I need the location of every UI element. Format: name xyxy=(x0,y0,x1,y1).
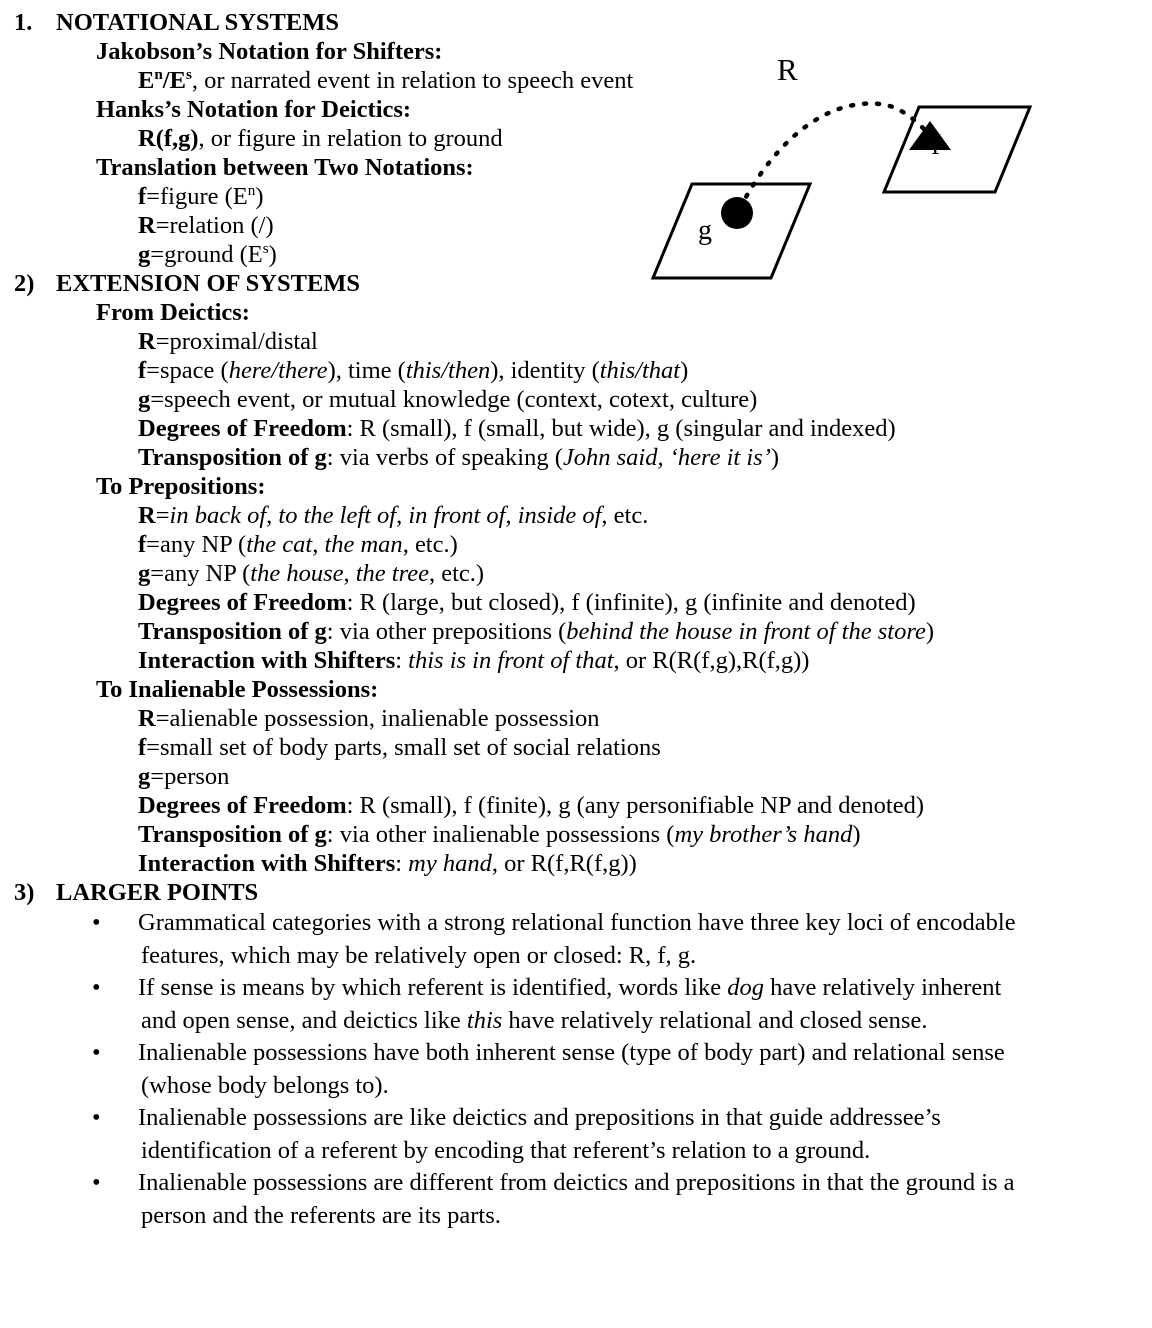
figure-label: f xyxy=(931,130,941,161)
section-marker: 1. xyxy=(14,9,33,36)
section-title: LARGER POINTS xyxy=(56,879,259,906)
outline-detail: Interaction with Shifters: my hand, or R(f,R(f,g)) xyxy=(138,850,637,877)
ground-label: g xyxy=(698,215,712,246)
outline-detail: R=alienable possession, inalienable possession xyxy=(138,705,600,732)
outline-detail: f=small set of body parts, small set of social relations xyxy=(138,734,661,761)
outline-detail: R=relation (/) xyxy=(138,212,274,239)
ground-marker-circle xyxy=(721,197,753,229)
outline-detail: Degrees of Freedom: R (small), f (small, but wide), g (singular and indexed) xyxy=(138,415,896,442)
outline-detail: Degrees of Freedom: R (large, but closed), f (infinite), g (infinite and denoted) xyxy=(138,589,916,616)
outline-subheading: Jakobson’s Notation for Shifters: xyxy=(96,38,443,65)
section-title: NOTATIONAL SYSTEMS xyxy=(56,9,339,36)
bullet-item xyxy=(0,1102,1152,1167)
bullet-marker-icon: • xyxy=(92,1169,101,1196)
outline-subheading: Translation between Two Notations: xyxy=(96,154,474,181)
section-marker: 2) xyxy=(14,270,35,297)
outline-detail: f=figure $(E^n)$ xyxy=(138,181,264,210)
deixis-diagram xyxy=(620,40,1080,300)
outline-detail: f=any NP (the cat, the man, etc.) xyxy=(138,531,458,558)
section-heading xyxy=(0,8,1152,37)
outline-subheading: Hanks’s Notation for Deictics: xyxy=(96,96,412,123)
bullet-line-continuation: and open sense, and deictics like this have relatively relational and closed sense. xyxy=(141,1006,928,1034)
section-title: EXTENSION OF SYSTEMS xyxy=(56,270,361,297)
bullet-line-primary: Grammatical categories with a strong relational function have three key loci of encodable xyxy=(138,909,1016,936)
outline-detail: f=space (here/there), time (this/then), identity (this/that) xyxy=(138,357,689,384)
outline-detail: R(f,g), or figure in relation to ground xyxy=(138,125,503,152)
bullet-text xyxy=(138,907,1152,972)
outline-subheading: From Deictics: xyxy=(96,299,250,326)
outline-detail: g=ground $(E^s)$ xyxy=(138,239,277,268)
bullet-marker-icon: • xyxy=(92,1039,101,1066)
bullet-line-continuation: features, which may be relatively open or closed: R, f, g. xyxy=(141,941,697,969)
bullet-item xyxy=(0,1037,1152,1102)
outline-subheading: To Prepositions: xyxy=(96,473,266,500)
outline-subheading: To Inalienable Possessions: xyxy=(96,676,379,703)
figure-plane-shape xyxy=(884,107,1030,192)
bullet-text xyxy=(138,972,1152,1037)
section-marker: 3) xyxy=(14,879,35,906)
outline-detail: R=proximal/distal xyxy=(138,328,318,355)
bullet-line-primary: Inalienable possessions are like deictics and prepositions in that guide addressee’s xyxy=(138,1104,941,1131)
bullet-item xyxy=(0,972,1152,1037)
bullet-item xyxy=(0,1167,1152,1232)
outline-detail: R=in back of, to the left of, in front of, inside of, etc. xyxy=(138,502,649,529)
bullet-line-continuation: (whose body belongs to). xyxy=(141,1071,389,1099)
outline-detail: Transposition of g: via other inalienable possessions (my brother’s hand) xyxy=(138,821,861,848)
bullet-text xyxy=(138,1102,1152,1167)
bullet-item xyxy=(0,907,1152,972)
diagram-svg xyxy=(620,40,1080,300)
outline-detail: g=any NP (the house, the tree, etc.) xyxy=(138,560,485,587)
bullet-text xyxy=(138,1037,1152,1102)
bullet-line-continuation: person and the referents are its parts. xyxy=(141,1201,501,1229)
bullet-line-continuation: identification of a referent by encoding that referent’s relation to a ground. xyxy=(141,1136,871,1164)
outline-detail: Interaction with Shifters: this is in front of that, or R(R(f,g),R(f,g)) xyxy=(138,647,810,674)
bullet-line-primary: Inalienable possessions have both inherent sense (type of body part) and relational sense xyxy=(138,1039,1005,1066)
outline-detail: Transposition of g: via other prepositions (behind the house in front of the store) xyxy=(138,618,934,645)
bullet-marker-icon: • xyxy=(92,1104,101,1131)
bullet-marker-icon: • xyxy=(92,974,101,1001)
outline-detail: $E^n/E^s$, or narrated event in relation to speech event xyxy=(138,65,634,94)
outline-detail: Transposition of g: via verbs of speaking (John said, ‘here it is’) xyxy=(138,444,780,471)
section-heading xyxy=(0,878,1152,907)
relation-label: R xyxy=(777,52,798,87)
outline-detail: g=person xyxy=(138,763,230,790)
outline-detail: Degrees of Freedom: R (small), f (finite), g (any personifiable NP and denoted) xyxy=(138,792,925,819)
bullet-line-primary: Inalienable possessions are different from deictics and prepositions in that the ground is a xyxy=(138,1169,1015,1196)
bullet-line-primary: If sense is means by which referent is identified, words like dog have relatively inherent xyxy=(138,974,1002,1001)
bullet-text xyxy=(138,1167,1152,1232)
outline-detail: g=speech event, or mutual knowledge (context, cotext, culture) xyxy=(138,386,758,413)
bullet-marker-icon: • xyxy=(92,909,101,936)
